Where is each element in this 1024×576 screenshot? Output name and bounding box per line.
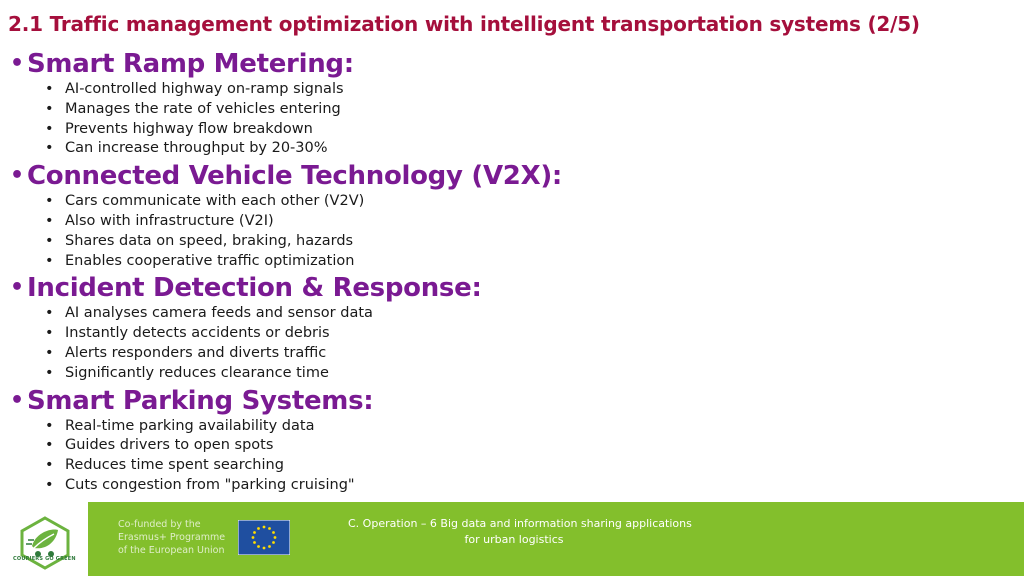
slide-footer [0, 502, 1024, 576]
section-smart-parking [10, 385, 1000, 496]
section-heading [10, 160, 1000, 192]
section-heading-text: Incident Detection & Response: [27, 273, 482, 304]
section-incident-detection [10, 272, 1000, 383]
bullet-icon: • [10, 387, 24, 413]
section-heading [10, 272, 1000, 304]
bullet-icon: • [10, 51, 24, 76]
list-item: • Enables cooperative traffic optimization [10, 252, 1000, 272]
list-item: • Reduces time spent searching [10, 456, 1000, 476]
list-item: • Cuts congestion from "parking cruising" [10, 476, 1000, 496]
section-smart-ramp-metering [10, 48, 1000, 159]
section-heading-text: Smart Parking Systems: [27, 385, 374, 416]
list-item: • Guides drivers to open spots [10, 436, 1000, 456]
list-item: • Instantly detects accidents or debris [10, 324, 1000, 344]
footer-caption-line2: for urban logistics [464, 533, 564, 546]
eu-flag-icon [238, 520, 290, 555]
footer-caption-line1: C. Operation – 6 Big data and information sharing applications [348, 517, 692, 530]
bullet-list [10, 80, 1000, 159]
bullet-list [10, 304, 1000, 383]
slide-content [10, 48, 1000, 497]
list-item: • Can increase throughput by 20-30% [10, 139, 1000, 159]
list-item: • Real-time parking availability data [10, 417, 1000, 437]
list-item: • Prevents highway flow breakdown [10, 120, 1000, 140]
logo-label: COURIERS GO GREEN [13, 556, 76, 562]
footer-caption [348, 516, 692, 548]
footer-logo-area [0, 502, 88, 576]
section-heading-text: Smart Ramp Metering: [27, 49, 354, 79]
list-item: • Significantly reduces clearance time [10, 364, 1000, 384]
section-heading [10, 48, 1000, 80]
list-item: • Alerts responders and diverts traffic [10, 344, 1000, 364]
section-heading [10, 385, 1000, 417]
list-item: • AI analyses camera feeds and sensor data [10, 304, 1000, 324]
list-item: • AI-controlled highway on-ramp signals [10, 80, 1000, 100]
bullet-icon: • [10, 163, 24, 189]
bullet-list [10, 192, 1000, 271]
bullet-icon: • [10, 275, 24, 301]
bullet-list [10, 417, 1000, 496]
section-heading-text: Connected Vehicle Technology (V2X): [27, 161, 563, 192]
footer-band [88, 502, 1024, 576]
list-item: • Cars communicate with each other (V2V) [10, 192, 1000, 212]
slide-title: 2.1 Traffic management optimization with intelligent transportation systems (2/5) [8, 12, 920, 36]
list-item: • Manages the rate of vehicles entering [10, 100, 1000, 120]
list-item: • Also with infrastructure (V2I) [10, 212, 1000, 232]
list-item: • Shares data on speed, braking, hazards [10, 232, 1000, 252]
cofunded-text: Co-funded by the Erasmus+ Programme of the European Union [118, 519, 226, 556]
section-connected-vehicle [10, 160, 1000, 271]
